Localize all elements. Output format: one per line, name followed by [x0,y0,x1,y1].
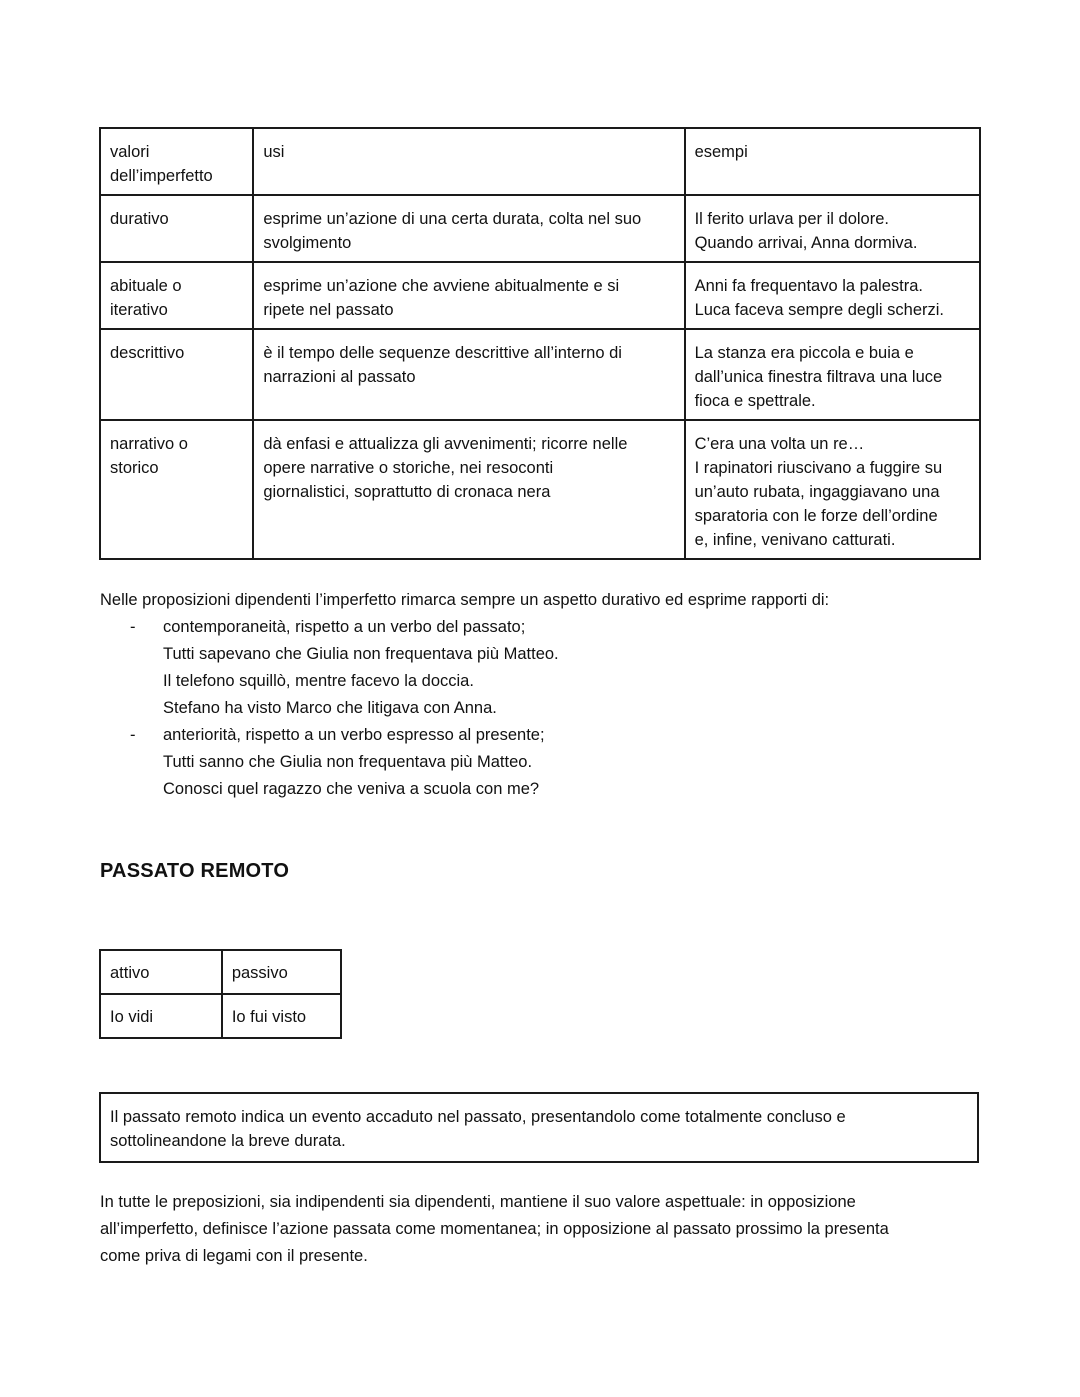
table-header-row [100,950,341,994]
cell-esempi [685,262,980,329]
cell-valore [100,329,253,420]
header-cell-valori [100,128,253,195]
paragraph-line: come priva di legami con il presente. [100,1247,368,1265]
table-header-row [100,128,980,195]
table-row [100,262,980,329]
table-row [100,420,980,559]
cell-text: è il tempo delle sequenze descrittive all’interno di [263,344,622,362]
cell-uso [253,195,684,262]
cell-attivo: Io vidi [100,994,222,1038]
paragraph-line: all’imperfetto, definisce l’azione passata come momentanea; in opposizione al passato prossimo la presenta [100,1220,889,1238]
header-text: valori [110,143,150,161]
cell-text: Luca faceva sempre degli scherzi. [694,301,945,319]
example-text: Tutti sanno che Giulia non frequentava più Matteo. [163,753,533,771]
table-row [100,994,341,1038]
cell-valore [100,262,253,329]
cell-text: I rapinatori riuscivano a fuggire su [694,459,943,477]
cell-text: descrittivo [110,344,185,362]
example-text: Stefano ha visto Marco che litigava con Anna. [163,699,497,717]
voice-table [99,949,342,1039]
definition-box [99,1092,979,1163]
cell-valore [100,195,253,262]
cell-text: giornalistici, soprattutto di cronaca nera [263,483,551,501]
cell-esempi [685,420,980,559]
list-item-label: anteriorità, rispetto a un verbo espresso al presente; [163,726,545,744]
cell-uso [253,420,684,559]
cell-text: fioca e spettrale. [694,392,816,410]
example-text: Conosci quel ragazzo che veniva a scuola con me? [163,780,540,798]
cell-text: esprime un’azione di una certa durata, colta nel suo [263,210,642,228]
cell-text: C’era una volta un re… [694,435,865,453]
cell-text: Quando arrivai, Anna dormiva. [694,234,918,252]
table-row [100,195,980,262]
header-text: dell’imperfetto [110,167,213,185]
cell-text: abituale o [110,277,182,295]
cell-text: esprime un’azione che avviene abitualmente e si [263,277,620,295]
example-text: Il telefono squillò, mentre facevo la doccia. [163,672,474,690]
cell-text: La stanza era piccola e buia e [694,344,914,362]
cell-text: e, infine, venivano catturati. [694,531,896,549]
cell-esempi [685,329,980,420]
cell-text: narrativo o [110,435,188,453]
header-cell-attivo: attivo [100,950,222,994]
header-text: esempi [694,143,748,161]
cell-text: sparatoria con le forze dell’ordine [694,507,938,525]
cell-text: storico [110,459,159,477]
table-row [100,329,980,420]
header-text: usi [263,143,285,161]
cell-text: dall’unica finestra filtrava una luce [694,368,943,386]
definition-text: sottolineandone la breve durata. [110,1132,346,1150]
header-cell-usi [253,128,684,195]
cell-text: dà enfasi e attualizza gli avvenimenti; ricorre nelle [263,435,628,453]
imperfetto-values-table [99,127,981,560]
cell-text: opere narrative o storiche, nei resoconti [263,459,554,477]
header-cell-esempi [685,128,980,195]
dash-bullet-icon: - [130,618,136,636]
cell-text: durativo [110,210,169,228]
cell-uso [253,329,684,420]
cell-valore [100,420,253,559]
example-text: Tutti sapevano che Giulia non frequentava più Matteo. [163,645,559,663]
cell-uso [253,262,684,329]
explanation-paragraph [100,1189,889,1270]
section-heading-passato-remoto: PASSATO REMOTO [100,860,290,882]
list-item-label: contemporaneità, rispetto a un verbo del passato; [163,618,526,636]
cell-text: Anni fa frequentavo la palestra. [694,277,923,295]
cell-text: un’auto rubata, ingaggiavano una [694,483,940,501]
cell-esempi [685,195,980,262]
cell-text: narrazioni al passato [263,368,416,386]
cell-text: svolgimento [263,234,352,252]
dependent-clauses-intro: Nelle proposizioni dipendenti l’imperfetto rimarca sempre un aspetto durativo ed esprime rapporti di: [100,591,830,609]
header-cell-passivo: passivo [222,950,341,994]
cell-text: iterativo [110,301,168,319]
paragraph-line: In tutte le preposizioni, sia indipendenti sia dipendenti, mantiene il suo valore aspettuale: in opposizione [100,1193,856,1211]
cell-text: Il ferito urlava per il dolore. [694,210,889,228]
definition-text: Il passato remoto indica un evento accaduto nel passato, presentandolo come totalmente concluso e [110,1108,846,1126]
cell-text: ripete nel passato [263,301,394,319]
dash-bullet-icon: - [130,726,136,744]
cell-passivo: Io fui visto [222,994,341,1038]
